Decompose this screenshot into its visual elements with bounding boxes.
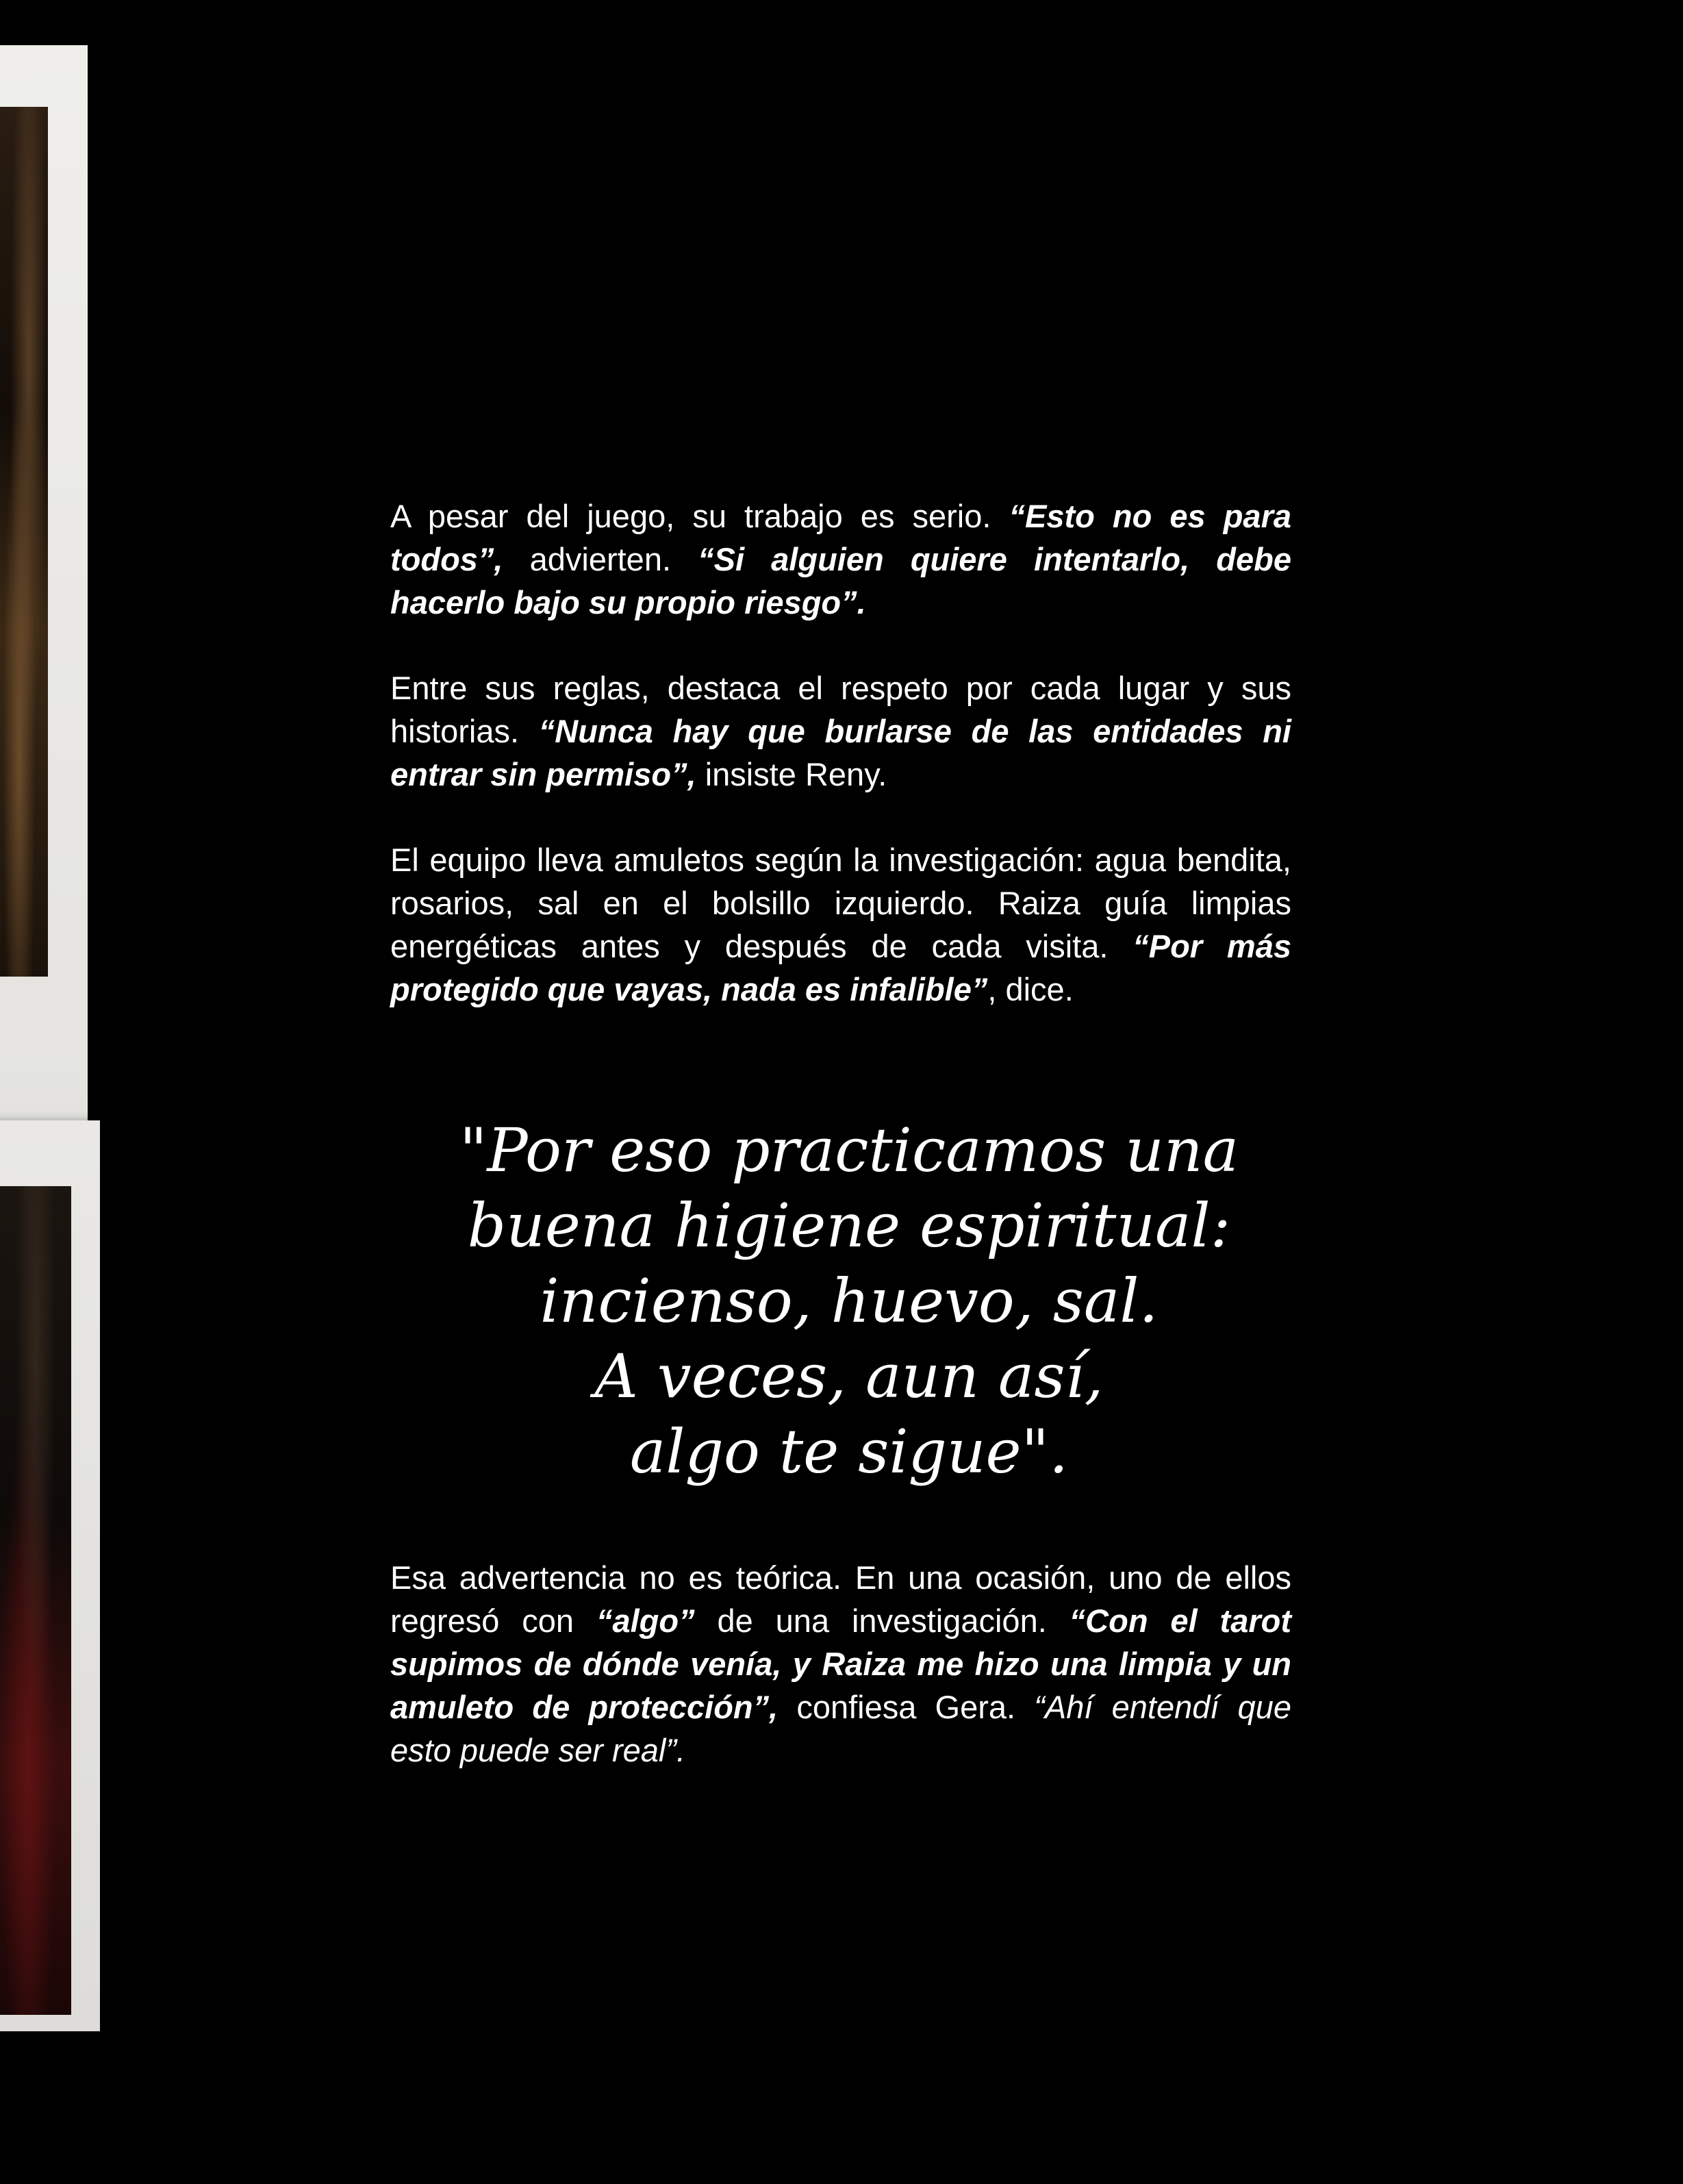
- paragraph-text: Entre sus reglas, destaca el respeto por cada lugar y sus historias.: [390, 670, 1291, 749]
- quote-text: “Por más protegido que vayas, nada es infalible”: [390, 928, 1291, 1007]
- handwritten-line-4: A veces, aun así,: [594, 1341, 1104, 1411]
- photo-image-top: [0, 107, 48, 977]
- paragraph-text: Esa advertencia no es teórica. En una ocasión, uno de ellos regresó con: [390, 1559, 1291, 1639]
- handwritten-quote: [438, 1103, 1260, 1500]
- paragraph-text: de una investigación.: [694, 1603, 1070, 1639]
- paragraph-text: confiesa Gera.: [778, 1689, 1035, 1725]
- paragraph-1: [390, 494, 1291, 624]
- paragraph-text: A pesar del juego, su trabajo es serio.: [390, 498, 1009, 534]
- photo-frame-bottom: [0, 1120, 100, 2031]
- handwritten-line-5: algo te sigue".: [629, 1416, 1069, 1487]
- handwritten-line-2: buena higiene espiritual:: [467, 1190, 1231, 1261]
- photo-frame-top: [0, 45, 88, 1120]
- quote-text: “Nunca hay que burlarse de las entidades ni entrar sin permiso”,: [390, 713, 1291, 792]
- quote-text: “Si alguien quiere intentarlo, debe hacerlo bajo su propio riesgo”.: [390, 541, 1291, 620]
- quote-text: “Esto no es para todos”,: [390, 498, 1292, 577]
- paragraph-text: insiste Reny.: [696, 756, 887, 792]
- handwritten-line-3: incienso, huevo, sal.: [540, 1266, 1159, 1336]
- quote-text: “algo”: [596, 1603, 695, 1639]
- handwritten-line-1: "Por eso practicamos una: [459, 1115, 1239, 1185]
- paragraph-text: El equipo lleva amuletos según la investigación: agua bendita, rosarios, sal en el bolsillo izquierdo. Raiza guía limpias energéticas antes y después de cada visita.: [390, 842, 1291, 964]
- paragraph-3: [390, 838, 1291, 1011]
- quote-text: “Con el tarot supimos de dónde venía, y Raiza me hizo una limpia y un amuleto de protección”,: [390, 1603, 1291, 1725]
- photo-image-bottom: [0, 1186, 71, 2015]
- paragraph-2: [390, 666, 1291, 796]
- quote-text: “Ahí entendí que esto puede ser real”.: [390, 1689, 1292, 1768]
- paragraph-text: advierten.: [503, 541, 698, 577]
- paragraph-text: , dice.: [987, 971, 1074, 1007]
- article-body: [390, 494, 1291, 1053]
- paragraph-4: [390, 1556, 1291, 1772]
